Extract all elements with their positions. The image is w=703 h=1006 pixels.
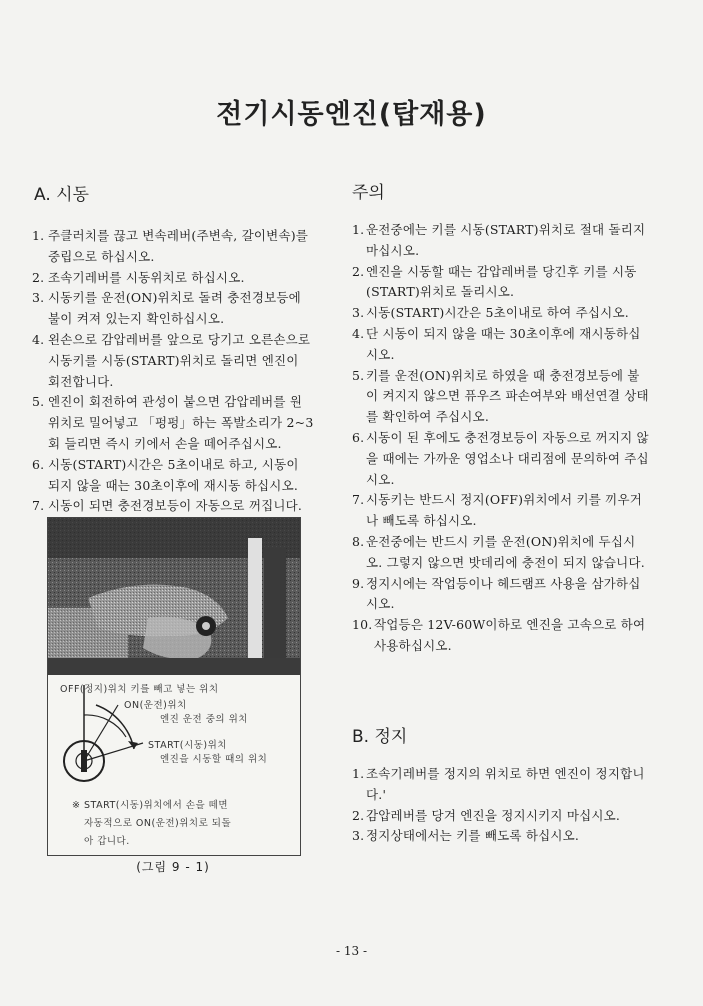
- item-text: 시동키를 운전(ON)위치로 돌려 충전경보등에 불이 켜져 있는지 확인하십시오.: [48, 290, 301, 327]
- on-position-desc: 엔진 운전 중의 위치: [160, 714, 248, 725]
- figure-note-line-3: 아 갑니다.: [84, 836, 130, 847]
- list-item: [352, 428, 650, 490]
- item-number: 6.: [32, 456, 45, 472]
- start-steps-list: [32, 226, 314, 517]
- page-title: 전기시동엔진(탑재용): [216, 99, 487, 130]
- list-item: [32, 288, 314, 330]
- item-number: 10.: [352, 617, 373, 633]
- item-number: 1.: [352, 766, 365, 781]
- page-number: - 13 -: [335, 944, 367, 958]
- list-item: [32, 392, 314, 454]
- item-number: 7.: [32, 498, 45, 514]
- item-number: 1.: [352, 222, 365, 237]
- item-number: 2.: [352, 807, 365, 823]
- list-item: [32, 226, 314, 268]
- item-text: 운전중에는 키를 시동(START)위치로 절대 돌리지 마십시오.: [366, 222, 646, 258]
- item-text: 작업등은 12V-60W이하로 엔진을 고속으로 하여 사용하십시오.: [374, 617, 646, 653]
- item-number: 3.: [352, 305, 365, 321]
- item-text: 키를 운전(ON)위치로 하였을 때 충전경보등에 불이 켜지지 않으면 퓨우즈 파손여부와 배선연결 상태를 확인하여 주십시오.: [366, 367, 649, 425]
- item-text: 조속기레버를 시동위치로 하십시오.: [48, 269, 245, 285]
- list-item: [32, 330, 314, 392]
- list-item: [352, 764, 650, 806]
- start-position-label: START(시동)위치: [148, 740, 227, 751]
- on-position-label: ON(운전)위치: [124, 700, 187, 711]
- list-item: [352, 490, 650, 532]
- key-switch-photo: [47, 517, 301, 677]
- list-item: [352, 532, 650, 574]
- start-steps-column: [32, 226, 314, 517]
- item-text: 감압레버를 당겨 엔진을 정지시키지 마십시오.: [366, 807, 621, 823]
- item-text: 시동이 되면 충전경보등이 자동으로 꺼집니다.: [48, 498, 303, 514]
- item-text: 왼손으로 감압레버를 앞으로 당기고 오른손으로 시동키를 시동(START)위치로 돌리면 엔진이 회전합니다.: [48, 331, 311, 389]
- list-item: [352, 826, 650, 847]
- item-number: 5.: [352, 367, 365, 383]
- item-text: 단 시동이 되지 않을 때는 30초이후에 재시동하십시오.: [366, 325, 641, 362]
- list-item: [352, 220, 650, 262]
- stop-steps-list: [352, 764, 650, 847]
- item-number: 3.: [352, 828, 365, 844]
- stop-column: [352, 764, 650, 847]
- item-text: 엔진을 시동할 때는 감압레버를 당긴후 키를 시동(START)위치로 돌리시오.: [366, 263, 637, 300]
- key-position-diagram: [47, 675, 301, 856]
- item-number: 7.: [352, 492, 365, 508]
- list-item: [352, 366, 650, 428]
- list-item: [32, 268, 314, 289]
- list-item: [352, 324, 650, 366]
- caution-section-heading: 주의: [352, 183, 385, 203]
- figure-note-line-2: 자동적으로 ON(운전)위치로 되돌: [84, 818, 232, 829]
- list-item: [32, 455, 314, 497]
- caution-list: [352, 220, 650, 657]
- start-section-heading: A. 시동: [34, 185, 89, 205]
- item-text: 시동키는 반드시 정지(OFF)위치에서 키를 끼우거나 빼도록 하십시오.: [366, 492, 642, 529]
- item-number: 1.: [32, 228, 45, 243]
- item-number: 5.: [32, 394, 45, 410]
- item-number: 4.: [32, 331, 45, 347]
- item-number: 4.: [352, 325, 365, 341]
- caution-column: [352, 220, 650, 657]
- list-item: [32, 496, 314, 517]
- item-number: 9.: [352, 575, 365, 591]
- item-text: 시동이 된 후에도 충전경보등이 자동으로 꺼지지 않을 때에는 가까운 영업소나 대리점에 문의하여 주십시오.: [366, 429, 649, 487]
- list-item: [352, 262, 650, 304]
- figure-caption: (그림 9 - 1): [136, 860, 210, 874]
- item-text: 조속기레버를 정지의 위치로 하면 엔진이 정지합니다.': [366, 766, 645, 802]
- item-text: 시동(START)시간은 5초이내로 하고, 시동이 되지 않을 때는 30초이후에 재시동 하십시오.: [48, 456, 299, 493]
- item-number: 6.: [352, 429, 365, 445]
- start-position-desc: 엔진을 시동할 때의 위치: [160, 754, 268, 765]
- item-text: 엔진이 회전하여 관성이 붙으면 감압레버를 원위치로 밀어넣고 「펑펑」하는 폭발소리가 2~3회 들리면 즉시 키에서 손을 떼어주십시오.: [48, 394, 314, 451]
- item-text: 정지상태에서는 키를 빼도록 하십시오.: [366, 828, 580, 844]
- item-text: 시동(START)시간은 5초이내로 하여 주십시오.: [366, 305, 629, 321]
- list-item: [352, 615, 650, 657]
- item-text: 운전중에는 반드시 키를 운전(ON)위치에 두십시오. 그렇지 않으면 밧데리에 충전이 되지 않습니다.: [366, 533, 645, 570]
- item-number: 3.: [32, 290, 45, 306]
- figure-note-line-1: ※ START(시동)위치에서 손을 떼면: [72, 800, 229, 811]
- photo-illustration: [48, 518, 300, 676]
- list-item: [352, 303, 650, 324]
- item-text: 정지시에는 작업등이나 헤드램프 사용을 삼가하십시오.: [366, 575, 641, 612]
- item-number: 2.: [32, 269, 45, 285]
- stop-section-heading: B. 정지: [352, 727, 408, 747]
- list-item: [352, 574, 650, 616]
- list-item: [352, 806, 650, 827]
- off-position-label: OFF(정지)위치 키를 빼고 넣는 위치: [60, 684, 219, 695]
- item-number: 2.: [352, 263, 365, 279]
- item-text: 주클러치를 끊고 변속레버(주변속, 갈이변속)를 중립으로 하십시오.: [48, 228, 309, 264]
- item-number: 8.: [352, 533, 365, 549]
